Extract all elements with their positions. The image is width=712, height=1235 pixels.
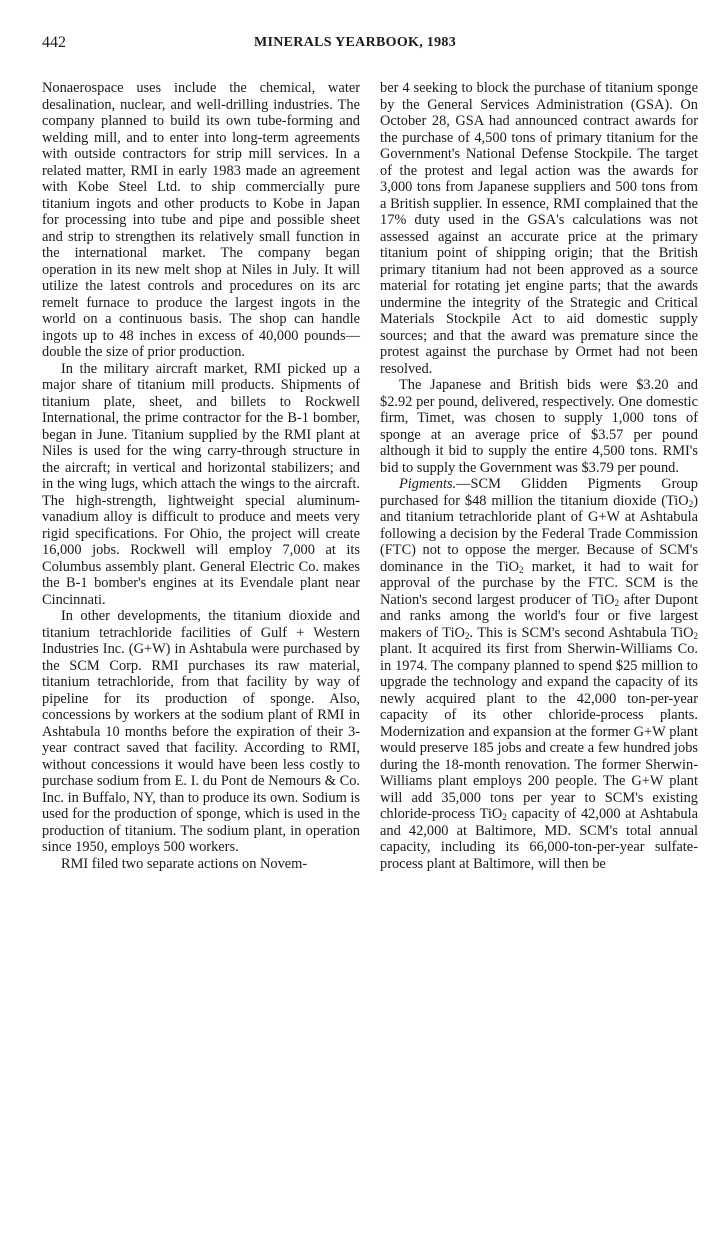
text-segment: after Dupont and ranks among the world's four or five largest makers of TiO	[380, 591, 698, 641]
text-segment: —SCM Glidden Pigments Group purchased for $48 million the titanium dioxide (TiO	[380, 476, 698, 509]
right-column	[380, 80, 698, 872]
paragraph: ber 4 seeking to block the purchase of titanium sponge by the General Services Administration (GSA). On October 28, GSA had announced contract awards for the purchase of 4,500 tons of primary titanium for the Government's National Defense Stockpile. The target of the protest and legal action was the awards for 3,000 tons from Japanese suppliers and 500 tons from a British supplier. In essence, RMI complained that the 17% duty used in the GSA's calculations was not assessed against an accurate price at the primary titanium point of shipping origin; that the British primary titanium had not been approved as a source material for rotating jet engine parts; that the awards undermine the integrity of the Strategic and Critical Materials Stockpile Act to aid domestic supply sources; and that the award was premature since the protest against the purchase by Ormet had not been resolved.	[380, 80, 698, 377]
running-head: MINERALS YEARBOOK, 1983	[254, 35, 457, 50]
subscript: 2	[614, 597, 620, 608]
text-segment: capacity of 42,000 at Ashtabula and 42,000 at Baltimore, MD. SCM's total annual capacity, including its 66,000-ton-per-year sulfate-process plant at Baltimore, will then be	[380, 806, 698, 872]
text-segment: market, it had to wait for approval of the purchase by the FTC. SCM is the Nation's second largest producer of TiO	[380, 558, 698, 608]
paragraph-pigments	[380, 476, 698, 872]
subscript: 2	[519, 564, 524, 575]
text-segment: ) and titanium tetrachloride plant of G+W at Ashtabula following a decision by the Federal Trade Commission (FTC) not to oppose the merger. Because of SCM's dominance in the TiO	[380, 492, 698, 575]
subscript: 2	[502, 812, 507, 822]
subscript: 2	[693, 630, 698, 641]
paragraph: In the military aircraft market, RMI picked up a major share of titanium mill products. Shipments of titanium plate, sheet, and billets to Rockwell International, the prime contractor for the B-1 bomber, began in June. Titanium supplied by the RMI plant at Niles is used for the wing carry-through structure in the aircraft; in vertical and horizontal stabilizers; and in the wing lugs, which attach the wings to the aircraft. The high-strength, lightweight special aluminum-vanadium alloy is difficult to produce and meets very rigid specifications. For Ohio, the project will create 16,000 jobs. Rockwell will employ 7,000 at its Columbus assembly plant. General Electric Co. makes the B-1 bomber's engines at its Evendale plant near Cincinnati.	[42, 360, 360, 608]
section-run-in-heading: Pigments.	[399, 476, 457, 492]
subscript: 2	[464, 630, 470, 641]
paragraph: RMI filed two separate actions on Novem-	[61, 855, 308, 872]
page-number: 442	[42, 34, 66, 51]
text-segment: . This is SCM's second Ashtabula TiO	[469, 624, 694, 641]
paragraph: The Japanese and British bids were $3.20 and $2.92 per pound, delivered, respectively. One domestic firm, Timet, was chosen to supply 1,000 tons of sponge at an average price of $3.57 per pound although it bid to supply the entire 4,500 tons. RMI's bid to supply the Government was $3.79 per pound.	[380, 377, 698, 476]
subscript: 2	[688, 498, 694, 509]
paragraph: In other developments, the titanium dioxide and titanium tetrachloride facilities of Gulf + Western Industries Inc. (G+W) in Ashtabula were purchased by the SCM Corp. RMI purchases its raw material, titanium tetrachloride, from that facility by way of pipeline for its production of sponge. Also, concessions by workers at the sodium plant of RMI in Ashtabula 10 months before the expiration of their 3-year contract saved that facility. According to RMI, without concessions it would have been less costly to purchase sodium from E. I. du Pont de Nemours & Co. Inc. in Buffalo, NY, than to produce its own. Sodium is used for the production of sponge, which is used in the production of titanium. The sodium plant, in operation since 1950, employs 500 workers.	[42, 608, 360, 855]
text-segment: plant. It acquired its first from Sherwin-Williams Co. in 1974. The company planned to spend $25 million to upgrade the technology and expand the capacity of its newly acquired plant to the 42,000 ton-per-year capacity of its other chloride-process plants. Modernization and expansion at the former G+W plant would preserve 185 jobs and create a few hundred jobs during the 18-month renovation. The former Sherwin-Williams plant employs 200 people. The G+W plant will add 35,000 tons per year to SCM's existing chloride-process TiO	[380, 641, 698, 822]
paragraph: Nonaerospace uses include the chemical, water desalination, nuclear, and well-drilling industries. The company planned to build its own tube-forming and welding mill, and to enter into long-term agreements with outside contractors for strip mill services. In a related matter, RMI in early 1983 made an agreement with Kobe Steel Ltd. to ship commercially pure titanium ingots and other products to Kobe in Japan for processing into tube and pipe and possible sheet and strip to strengthen its relatively small function in the international market. The company began operation in its new melt shop at Niles in July. It will utilize the latest controls and procedures on its arc remelt furnace to produce the largest ingots in the world on a continuous basis. The shop can handle ingots up to 48 inches in excess of 40,000 pounds—double the size of prior production.	[42, 80, 360, 360]
page-header	[42, 34, 694, 58]
left-column	[42, 80, 360, 872]
